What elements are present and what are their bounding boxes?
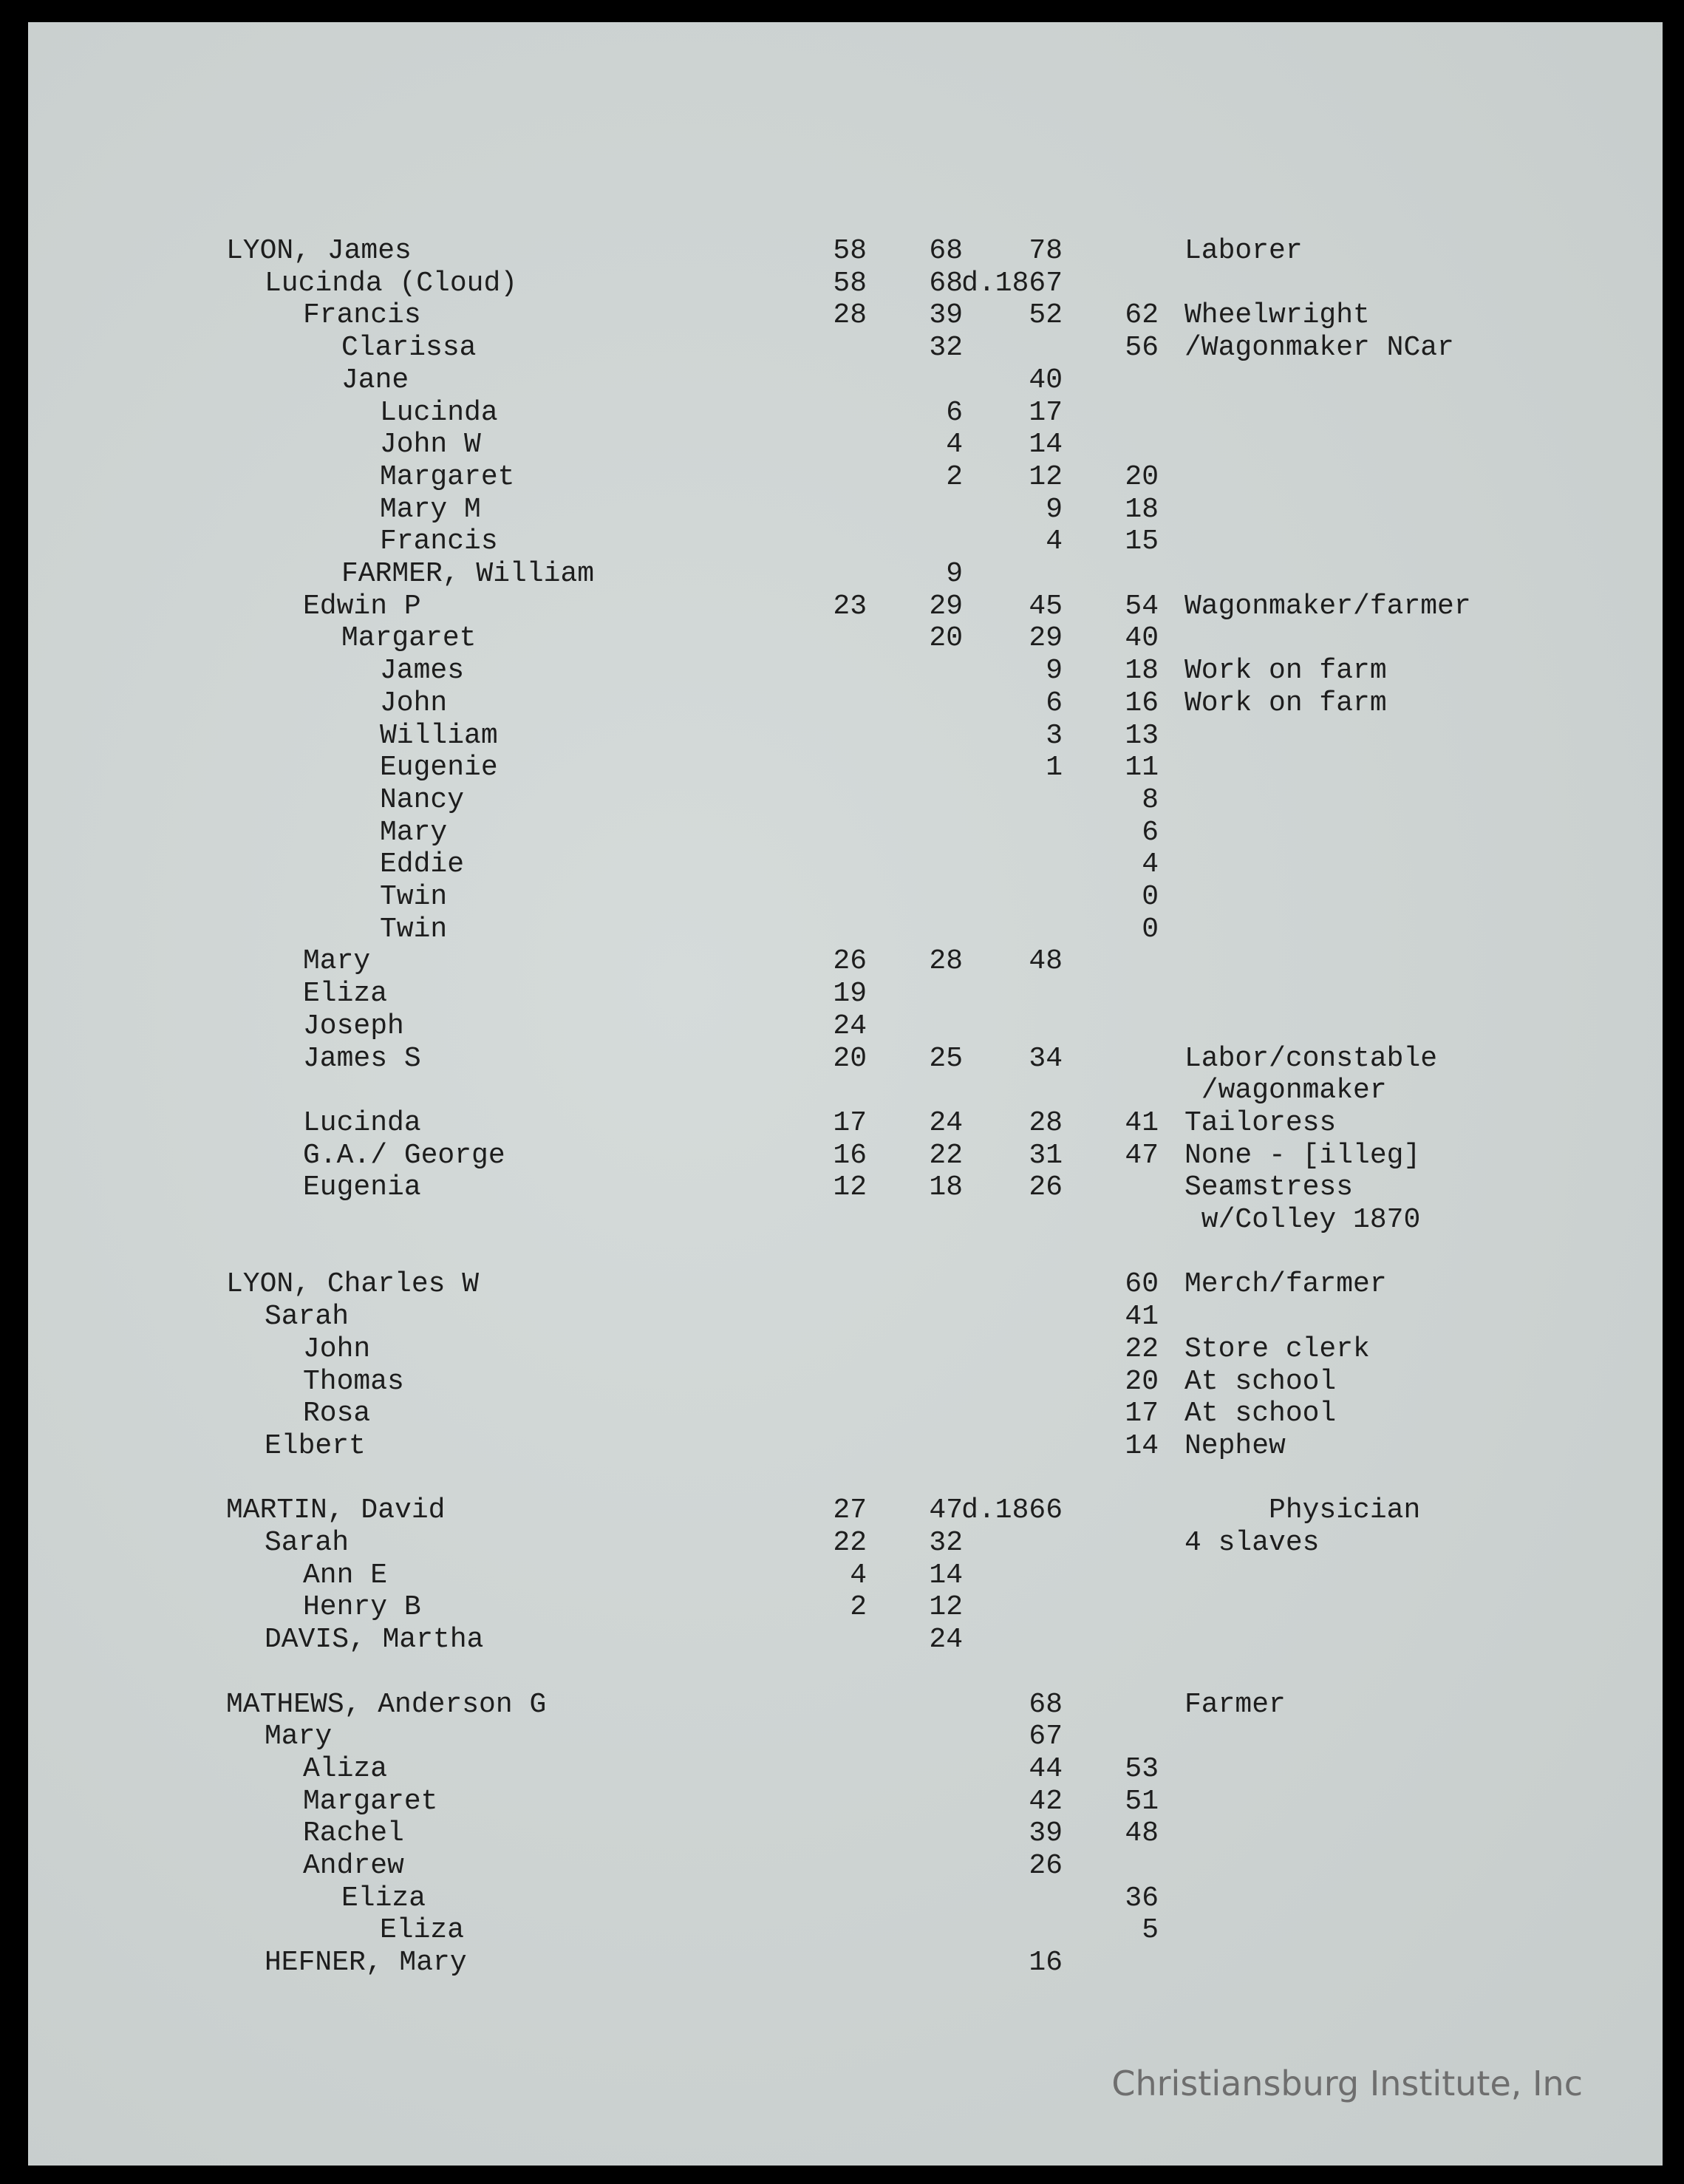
person-name: James S (303, 1042, 421, 1075)
census-1870-value: 14 (1029, 429, 1063, 461)
census-1850-value: 24 (833, 1010, 867, 1042)
census-1870-value: 34 (1029, 1042, 1063, 1075)
register-row (28, 720, 1663, 752)
person-name: Margaret (341, 622, 477, 655)
register-row (28, 1656, 1663, 1689)
census-1850-value: 16 (833, 1139, 867, 1171)
occupation-note: Work on farm (1184, 687, 1387, 719)
occupation-note: /wagonmaker (1184, 1075, 1387, 1107)
register-row (28, 364, 1663, 397)
census-1880-value: 51 (1125, 1785, 1159, 1817)
person-name: Mary (303, 945, 371, 978)
register-row (28, 752, 1663, 784)
person-name: Francis (380, 525, 498, 558)
occupation-note: At school (1184, 1365, 1337, 1398)
register-row (28, 1721, 1663, 1753)
census-1850-value: 23 (833, 590, 867, 622)
register-row (28, 1010, 1663, 1043)
register-row (28, 655, 1663, 687)
person-name: G.A./ George (303, 1139, 505, 1171)
census-1860-value: 32 (929, 332, 963, 364)
register-row (28, 784, 1663, 817)
person-name: William (380, 719, 498, 752)
census-1880-value: 18 (1125, 655, 1159, 687)
register-row (28, 1204, 1663, 1236)
census-1860-value: 4 (946, 429, 963, 461)
census-1870-value: 44 (1029, 1752, 1063, 1785)
census-1870-value: d.1866 (961, 1494, 1063, 1527)
occupation-note: w/Colley 1870 (1184, 1204, 1421, 1236)
census-1860-value: 28 (929, 945, 963, 978)
census-1860-value: 2 (946, 460, 963, 493)
census-1850-value: 12 (833, 1171, 867, 1204)
census-1870-value: 26 (1029, 1850, 1063, 1882)
person-name: MATHEWS, Anderson G (226, 1688, 547, 1721)
person-name: Eugenie (380, 752, 498, 784)
person-name: Elbert (265, 1429, 366, 1462)
person-name: Eugenia (303, 1171, 421, 1204)
register-row (28, 1075, 1663, 1107)
person-name: Sarah (265, 1527, 350, 1559)
register-row (28, 1494, 1663, 1527)
census-1870-value: 29 (1029, 622, 1063, 655)
person-name: Francis (303, 299, 421, 332)
person-name: Mary (380, 816, 448, 848)
census-1850-value: 27 (833, 1494, 867, 1527)
person-name: Nancy (380, 783, 465, 816)
person-name: Edwin P (303, 590, 421, 622)
census-1860-value: 24 (929, 1624, 963, 1656)
census-1860-value: 6 (946, 396, 963, 429)
census-1880-value: 16 (1125, 687, 1159, 719)
census-1870-value: 9 (1046, 655, 1063, 687)
census-1880-value: 17 (1125, 1398, 1159, 1430)
person-name: Ann E (303, 1559, 388, 1591)
register-row (28, 1624, 1663, 1656)
census-1870-value: 17 (1029, 396, 1063, 429)
census-1860-value: 18 (929, 1171, 963, 1204)
census-1870-value: 9 (1046, 493, 1063, 525)
register-row (28, 1850, 1663, 1882)
census-1880-value: 0 (1142, 881, 1159, 913)
census-1870-value: 4 (1046, 525, 1063, 558)
census-1880-value: 41 (1125, 1301, 1159, 1333)
register-row (28, 429, 1663, 461)
register-row (28, 1817, 1663, 1850)
census-1880-value: 15 (1125, 525, 1159, 558)
person-name: Henry B (303, 1591, 421, 1624)
census-1870-value: 78 (1029, 235, 1063, 267)
person-name: Andrew (303, 1850, 404, 1882)
register-row (28, 299, 1663, 332)
person-name: Aliza (303, 1752, 388, 1785)
census-1860-value: 68 (929, 235, 963, 267)
census-1880-value: 48 (1125, 1817, 1159, 1850)
census-1860-value: 29 (929, 590, 963, 622)
census-1880-value: 20 (1125, 1365, 1159, 1398)
occupation-note: Labor/constable (1184, 1042, 1438, 1075)
census-1870-value: 12 (1029, 460, 1063, 493)
census-1860-value: 39 (929, 299, 963, 332)
register-row (28, 1591, 1663, 1624)
occupation-note: Wheelwright (1184, 299, 1370, 332)
register-row (28, 1430, 1663, 1463)
census-1880-value: 62 (1125, 299, 1159, 332)
census-1870-value: 28 (1029, 1106, 1063, 1139)
census-1880-value: 18 (1125, 493, 1159, 525)
person-name: Mary (265, 1721, 333, 1753)
register-row (28, 1301, 1663, 1333)
occupation-note: Farmer (1184, 1688, 1286, 1721)
person-name: Eddie (380, 848, 465, 881)
register-row (28, 1043, 1663, 1075)
census-1850-value: 2 (850, 1591, 867, 1624)
person-name: Margaret (303, 1785, 438, 1817)
register-row (28, 494, 1663, 526)
person-name: Twin (380, 913, 448, 945)
register-row (28, 558, 1663, 591)
census-1880-value: 14 (1125, 1429, 1159, 1462)
census-1860-value: 22 (929, 1139, 963, 1171)
register-row (28, 1107, 1663, 1140)
register-row (28, 914, 1663, 946)
census-1850-value: 19 (833, 978, 867, 1010)
register-row (28, 1268, 1663, 1301)
register-row (28, 1140, 1663, 1172)
person-name: Joseph (303, 1010, 404, 1042)
person-name: MARTIN, David (226, 1494, 446, 1527)
register-row (28, 461, 1663, 494)
document-page (28, 22, 1663, 2166)
person-name: DAVIS, Martha (265, 1624, 484, 1656)
census-1880-value: 36 (1125, 1882, 1159, 1914)
person-name: Twin (380, 881, 448, 913)
census-1880-value: 53 (1125, 1752, 1159, 1785)
register-row (28, 1463, 1663, 1495)
register-row (28, 268, 1663, 300)
register-row (28, 1171, 1663, 1204)
register-row (28, 945, 1663, 978)
register-row (28, 1398, 1663, 1430)
census-1860-value: 14 (929, 1559, 963, 1591)
census-1880-value: 5 (1142, 1914, 1159, 1947)
person-name: HEFNER, Mary (265, 1947, 467, 1979)
register-row (28, 848, 1663, 881)
census-1870-value: 31 (1029, 1139, 1063, 1171)
census-1880-value: 13 (1125, 719, 1159, 752)
census-1870-value: 67 (1029, 1721, 1063, 1753)
census-1880-value: 11 (1125, 752, 1159, 784)
person-name: Rachel (303, 1817, 404, 1850)
person-name: Jane (341, 364, 409, 396)
register-row (28, 881, 1663, 914)
register-row (28, 1914, 1663, 1947)
census-register (28, 22, 1663, 2166)
register-row (28, 1527, 1663, 1559)
census-1880-value: 8 (1142, 783, 1159, 816)
occupation-note: Merch/farmer (1184, 1268, 1387, 1301)
census-1850-value: 20 (833, 1042, 867, 1075)
register-row (28, 397, 1663, 429)
person-name: John (303, 1333, 371, 1365)
person-name: Lucinda (380, 396, 498, 429)
census-1850-value: 58 (833, 235, 867, 267)
census-1850-value: 26 (833, 945, 867, 978)
person-name: Sarah (265, 1301, 350, 1333)
census-1870-value: 40 (1029, 364, 1063, 396)
census-1850-value: 17 (833, 1106, 867, 1139)
census-1870-value: 6 (1046, 687, 1063, 719)
occupation-note: None - [illeg] (1184, 1139, 1421, 1171)
register-row (28, 591, 1663, 623)
census-1860-value: 24 (929, 1106, 963, 1139)
register-row (28, 978, 1663, 1010)
census-1870-value: 48 (1029, 945, 1063, 978)
occupation-note: Store clerk (1184, 1333, 1370, 1365)
person-name: Lucinda (Cloud) (265, 267, 518, 299)
occupation-note: Laborer (1184, 235, 1303, 267)
census-1880-value: 0 (1142, 913, 1159, 945)
occupation-note: At school (1184, 1398, 1337, 1430)
occupation-note: Physician (1184, 1494, 1421, 1527)
census-1870-value: d.1867 (961, 267, 1063, 299)
census-1860-value: 12 (929, 1591, 963, 1624)
occupation-note: Work on farm (1184, 655, 1387, 687)
census-1860-value: 20 (929, 622, 963, 655)
census-1880-value: 60 (1125, 1268, 1159, 1301)
census-1880-value: 41 (1125, 1106, 1159, 1139)
register-row (28, 1559, 1663, 1592)
census-1870-value: 16 (1029, 1947, 1063, 1979)
person-name: James (380, 655, 465, 687)
register-row (28, 817, 1663, 849)
census-1860-value: 9 (946, 558, 963, 590)
census-1880-value: 20 (1125, 460, 1159, 493)
person-name: Thomas (303, 1365, 404, 1398)
census-1880-value: 47 (1125, 1139, 1159, 1171)
register-row (28, 1333, 1663, 1366)
census-1870-value: 52 (1029, 299, 1063, 332)
census-1870-value: 3 (1046, 719, 1063, 752)
census-1880-value: 54 (1125, 590, 1159, 622)
person-name: FARMER, William (341, 558, 595, 590)
register-row (28, 1689, 1663, 1721)
census-1870-value: 1 (1046, 752, 1063, 784)
occupation-note: /Wagonmaker NCar (1184, 332, 1454, 364)
occupation-note: 4 slaves (1184, 1527, 1320, 1559)
census-1870-value: 45 (1029, 590, 1063, 622)
person-name: Eliza (380, 1914, 465, 1947)
census-1860-value: 32 (929, 1527, 963, 1559)
person-name: Eliza (341, 1882, 426, 1914)
occupation-note: Wagonmaker/farmer (1184, 590, 1471, 622)
person-name: Clarissa (341, 332, 477, 364)
census-1880-value: 22 (1125, 1333, 1159, 1365)
register-row (28, 622, 1663, 655)
person-name: John W (380, 429, 481, 461)
person-name: Rosa (303, 1398, 371, 1430)
register-row (28, 332, 1663, 364)
census-1880-value: 4 (1142, 848, 1159, 881)
census-1870-value: 26 (1029, 1171, 1063, 1204)
census-1880-value: 40 (1125, 622, 1159, 655)
census-1850-value: 28 (833, 299, 867, 332)
person-name: LYON, James (226, 235, 412, 267)
census-1850-value: 22 (833, 1527, 867, 1559)
census-1860-value: 68 (929, 267, 963, 299)
census-1880-value: 56 (1125, 332, 1159, 364)
census-1850-value: 4 (850, 1559, 867, 1591)
census-1860-value: 25 (929, 1042, 963, 1075)
census-1870-value: 42 (1029, 1785, 1063, 1817)
register-row (28, 525, 1663, 558)
register-row (28, 1786, 1663, 1818)
register-row (28, 1882, 1663, 1915)
register-row (28, 1366, 1663, 1398)
person-name: Mary M (380, 493, 481, 525)
census-1850-value: 58 (833, 267, 867, 299)
person-name: LYON, Charles W (226, 1268, 480, 1301)
register-row (28, 687, 1663, 720)
register-row (28, 235, 1663, 268)
person-name: Lucinda (303, 1106, 421, 1139)
census-1870-value: 39 (1029, 1817, 1063, 1850)
register-row (28, 1947, 1663, 1979)
occupation-note: Seamstress (1184, 1171, 1354, 1204)
register-row (28, 1753, 1663, 1786)
register-row (28, 1236, 1663, 1269)
census-1880-value: 6 (1142, 816, 1159, 848)
person-name: Margaret (380, 460, 515, 493)
census-1860-value: 47 (929, 1494, 963, 1527)
watermark: Christiansburg Institute, Inc (1111, 2064, 1583, 2103)
person-name: Eliza (303, 978, 388, 1010)
person-name: John (380, 687, 448, 719)
census-1870-value: 68 (1029, 1688, 1063, 1721)
occupation-note: Nephew (1184, 1429, 1286, 1462)
occupation-note: Tailoress (1184, 1106, 1337, 1139)
